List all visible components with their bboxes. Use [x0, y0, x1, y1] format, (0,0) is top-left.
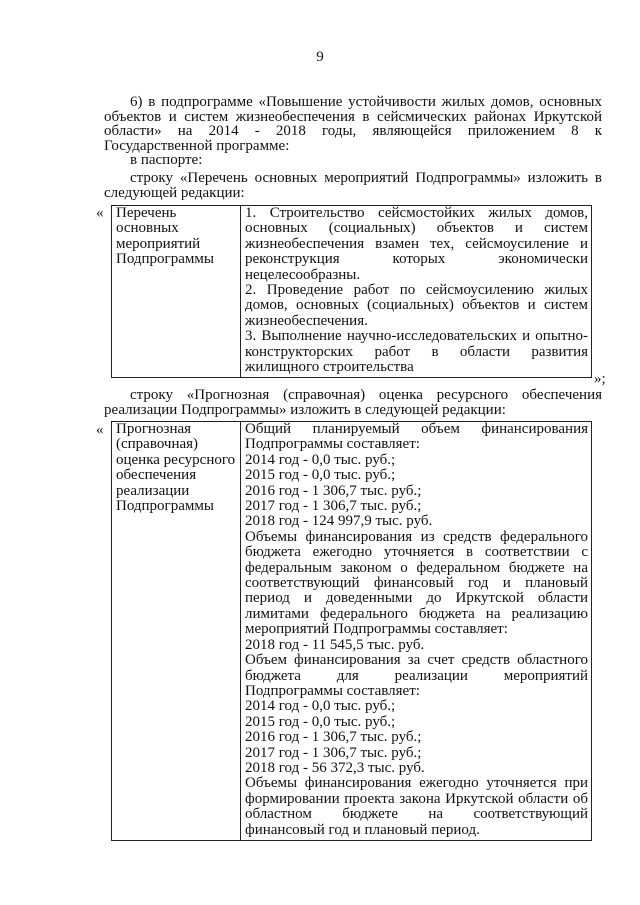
total-year: 2017 год - 1 306,7 тыс. руб.; [245, 498, 422, 515]
page-number: 9 [316, 49, 324, 65]
total-year: 2016 год - 1 306,7 тыс. руб.; [245, 482, 422, 499]
total-heading: Общий планируемый объем финансирования Подпрограммы составляет: [245, 421, 588, 453]
regional-year: 2017 год - 1 306,7 тыс. руб.; [245, 744, 422, 761]
regional-year: 2016 год - 1 306,7 тыс. руб.; [245, 729, 422, 746]
federal-text: Объемы финансирования из средств федерального бюджета ежегодно уточняется в соответствии с федеральным законом о федеральном бюджете на соответствующий финансовый год и плановый период и доведенными до Иркутской области лимитами федерального бюджета на реализацию мероприятий Подпрограммы составляет: [245, 528, 588, 638]
resources-row [112, 422, 592, 841]
total-year: 2018 год - 124 997,9 тыс. руб. [245, 513, 433, 530]
measures-value [241, 206, 592, 378]
opening-quote-1: « [96, 205, 104, 221]
opening-quote-2: « [96, 422, 104, 438]
measure-item: 1. Строительство сейсмостойких жилых домов, основных (социальных) объектов и систем жизнеобеспечения взамен тех, сейсмоусиление и реконструкция которых экономически нецелесообразны. [245, 205, 588, 283]
resources-label: Прогнозная (справочная) оценка ресурсного обеспечения реализации Подпрограммы [112, 422, 241, 841]
total-year: 2014 год - 0,0 тыс. руб.; [245, 451, 396, 468]
intro-paragraph: 6) в подпрограмме «Повышение устойчивости жилых домов, основных объектов и систем жизнеобеспечения в сейсмических районах Иркутской области» на 2014 - 2018 годы, являющейся приложением 8 к Государственной программе: [104, 94, 602, 154]
row-instruction-2: строку «Прогнозная (справочная) оценка ресурсного обеспечения реализации Подпрограммы» изложить в следующей редакции: [104, 387, 602, 418]
total-year: 2015 год - 0,0 тыс. руб.; [245, 467, 396, 484]
measures-table [111, 205, 592, 378]
resources-value [241, 422, 592, 841]
row-instruction-1: строку «Перечень основных мероприятий Подпрограммы» изложить в следующей редакции: [104, 170, 602, 201]
measures-label: Перечень основных мероприятий Подпрограммы [112, 206, 241, 378]
resources-table [111, 421, 592, 841]
regional-year: 2015 год - 0,0 тыс. руб.; [245, 713, 396, 730]
regional-year: 2018 год - 56 372,3 тыс. руб. [245, 759, 425, 776]
federal-year: 2018 год - 11 545,5 тыс. руб. [245, 636, 425, 653]
regional-year: 2014 год - 0,0 тыс. руб.; [245, 698, 396, 715]
measure-item: 2. Проведение работ по сейсмоусилению жилых домов, основных (социальных) объектов и систем жизнеобеспечения. [245, 282, 588, 329]
measures-row [112, 206, 592, 378]
measure-item: 3. Выполнение научно-исследовательских и опытно-конструкторских работ в области развития жилищного строительства [245, 328, 588, 376]
passport-label: в паспорте: [130, 152, 203, 168]
regional-heading: Объем финансирования за счет средств областного бюджета для реализации мероприятий Подпрограммы составляет: [245, 652, 588, 699]
closing-quote-1: »; [594, 371, 606, 387]
closing-text: Объемы финансирования ежегодно уточняется при формировании проекта закона Иркутской области об областном бюджете на соответствующий финансовый год и плановый период. [245, 775, 588, 838]
